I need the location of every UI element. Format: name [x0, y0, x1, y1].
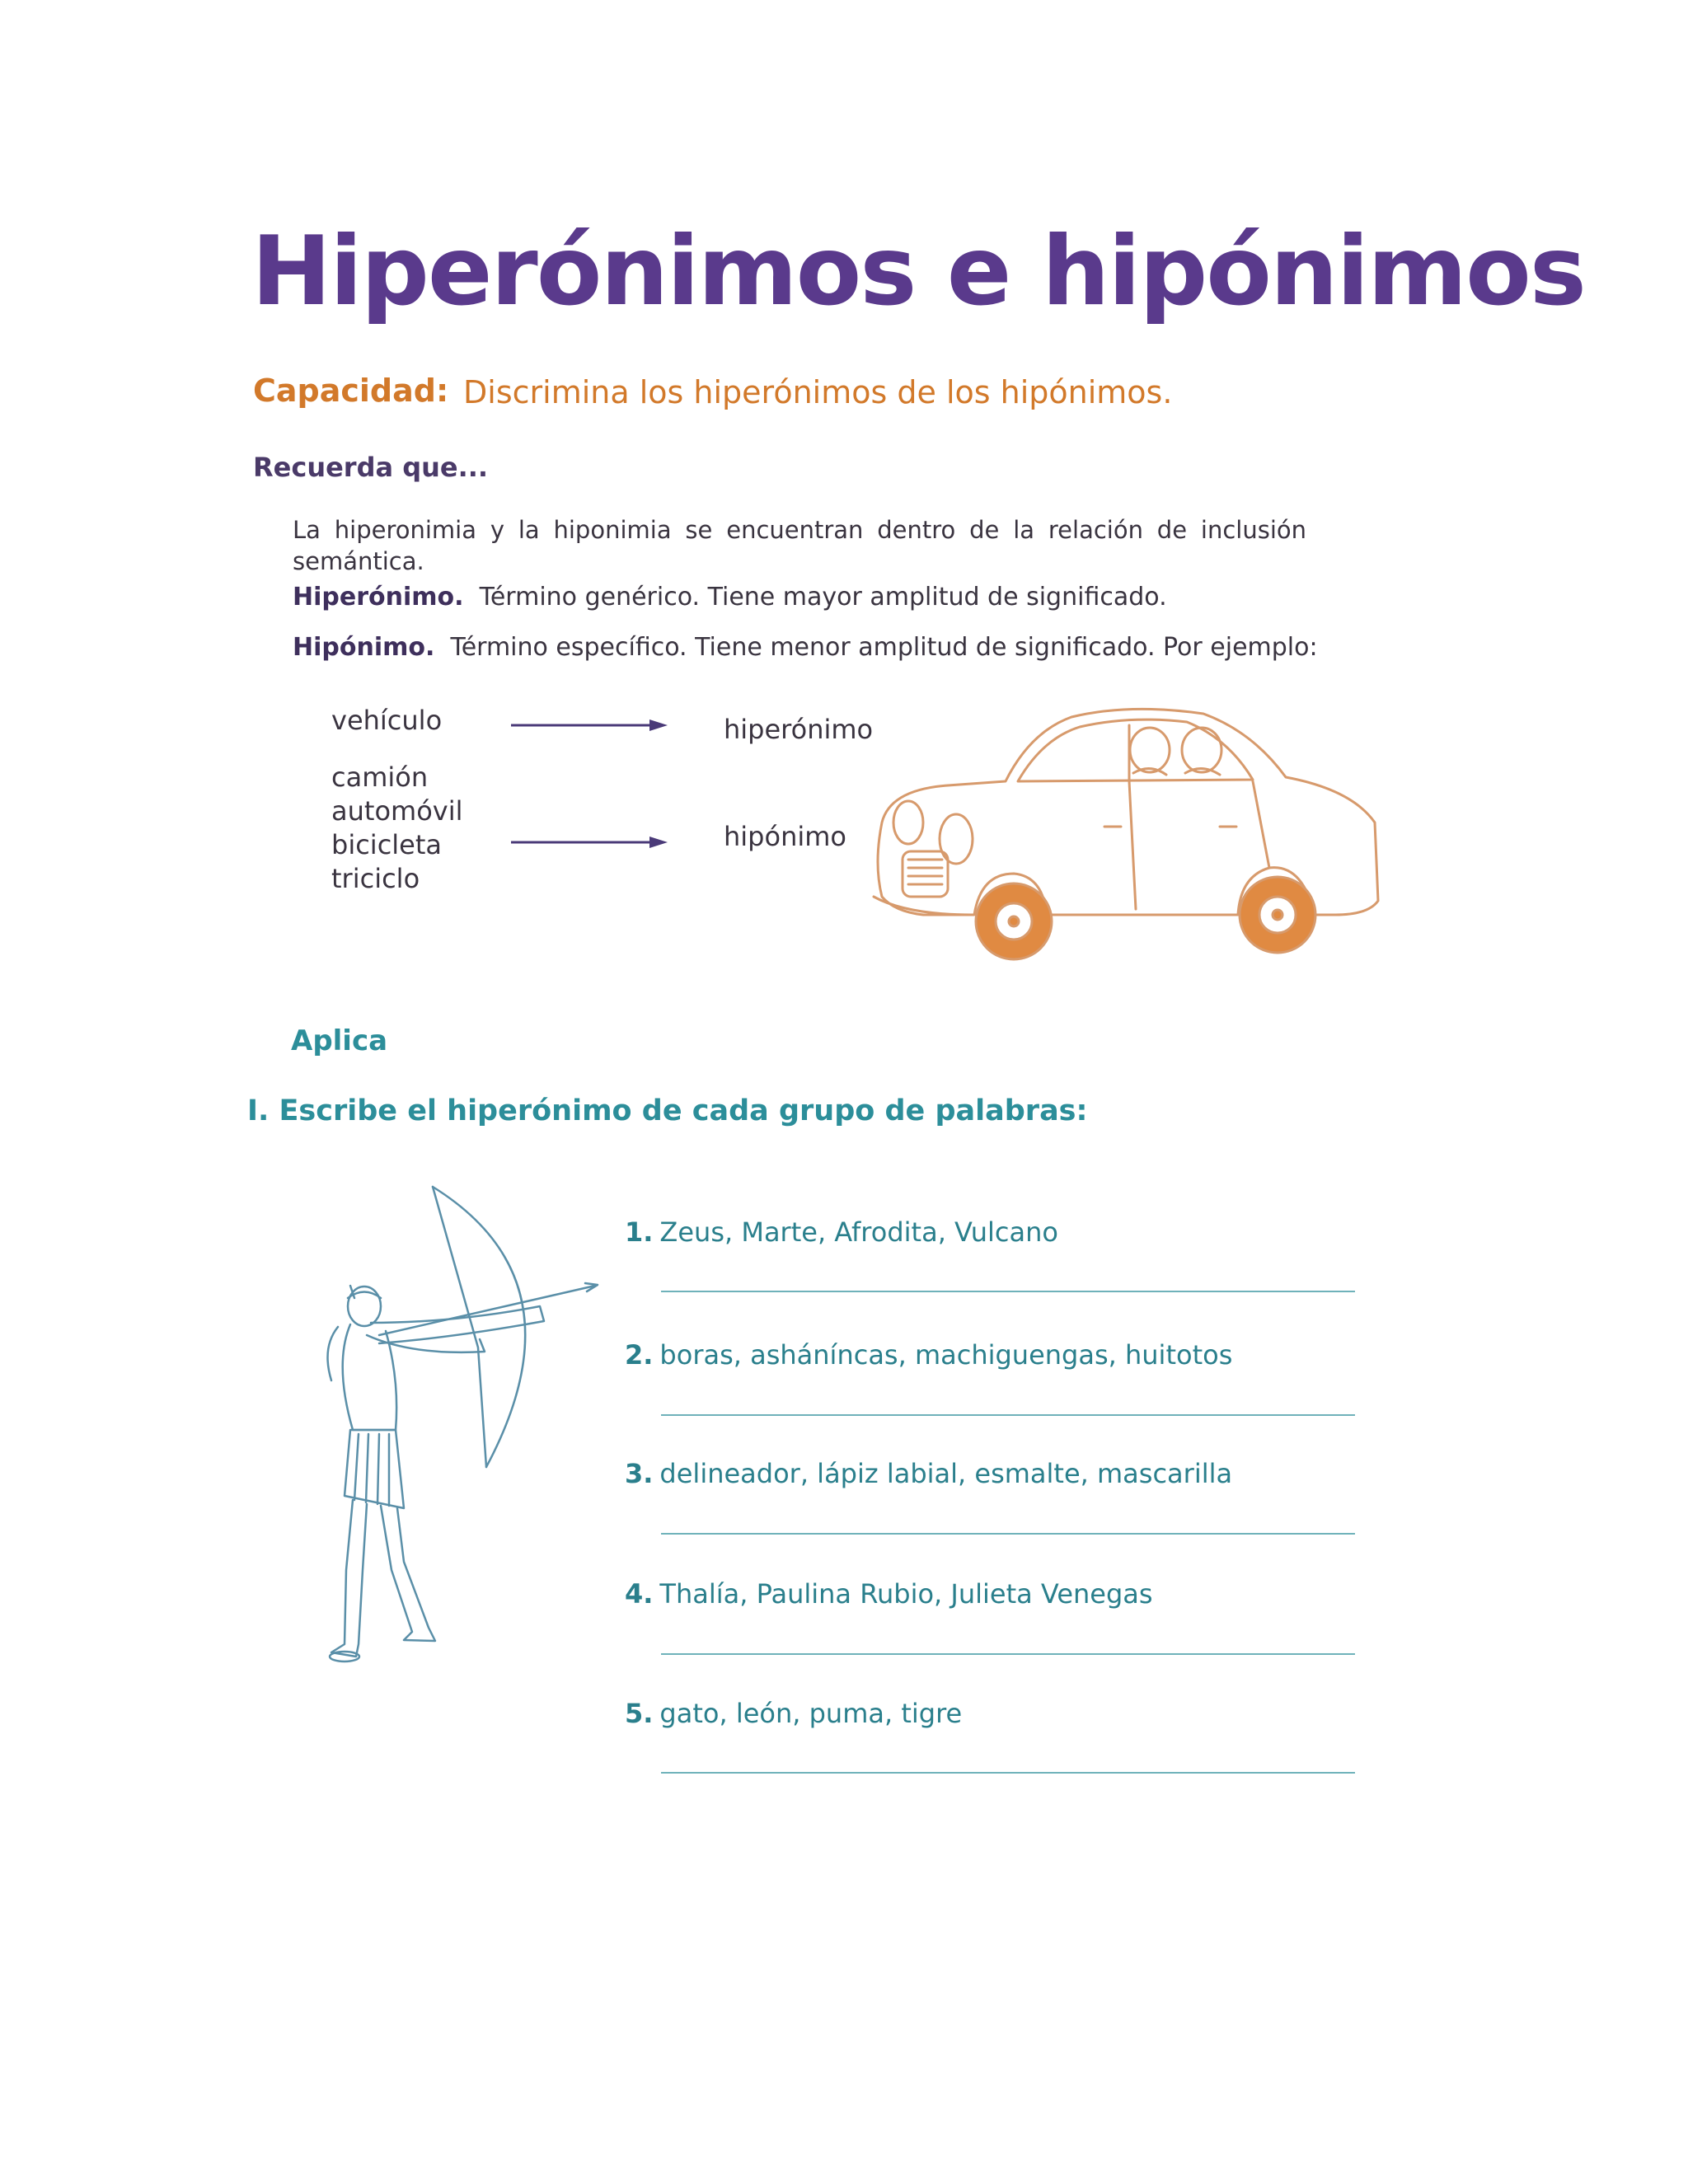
item-text: gato, león, puma, tigre [659, 1698, 963, 1729]
example-hyponym-label: hipónimo [724, 821, 846, 852]
capacidad-label: Capacidad: [253, 373, 449, 409]
item-number: 3. [625, 1458, 654, 1489]
page-title: Hiperónimos e hipónimos [251, 216, 1585, 327]
exercise-item [625, 1216, 1058, 1248]
item-number: 5. [625, 1698, 654, 1729]
archer-illustration [288, 1183, 602, 1669]
item-number: 4. [625, 1578, 654, 1610]
example-hyponym-word: bicicleta [331, 829, 443, 860]
definition-text: Término específico. Tiene menor amplitud de significado. Por ejemplo: [450, 633, 1318, 662]
definition-hiperonimo [293, 583, 1167, 612]
exercise-item [625, 1578, 1153, 1610]
exercise-item [625, 1458, 1232, 1489]
intro-paragraph: La hiperonimia y la hiponimia se encuentran dentro de la relación de inclusión semántica. [293, 516, 1306, 575]
example-hyponym-word: triciclo [331, 863, 420, 894]
definition-text: Término genérico. Tiene mayor amplitud de significado. [479, 583, 1167, 612]
example-hyponym-word: camión [331, 762, 429, 793]
item-number: 2. [625, 1339, 654, 1371]
answer-line-4[interactable] [661, 1653, 1355, 1655]
arrow-right-icon [511, 834, 668, 851]
recuerda-heading: Recuerda que... [253, 452, 489, 483]
item-text: boras, asháníncas, machiguengas, huitotos [659, 1339, 1233, 1371]
exercise-instruction: I. Escribe el hiperónimo de cada grupo de palabras: [247, 1094, 1088, 1127]
answer-line-2[interactable] [661, 1414, 1355, 1416]
item-text: Zeus, Marte, Afrodita, Vulcano [659, 1216, 1058, 1248]
definition-term: Hipónimo. [293, 633, 435, 662]
answer-line-1[interactable] [661, 1291, 1355, 1292]
answer-line-3[interactable] [661, 1533, 1355, 1535]
exercise-item [625, 1339, 1232, 1371]
arrow-right-icon [511, 717, 668, 733]
example-hyponym-word: automóvil [331, 795, 463, 827]
item-text: delineador, lápiz labial, esmalte, mascarilla [659, 1458, 1233, 1489]
capacidad-text: Discrimina los hiperónimos de los hipónimos. [463, 374, 1173, 410]
answer-line-5[interactable] [661, 1772, 1355, 1774]
exercise-item [625, 1698, 962, 1729]
example-hyperonym-label: hiperónimo [724, 714, 874, 745]
example-hyperonym-word: vehículo [331, 705, 443, 736]
item-text: Thalía, Paulina Rubio, Julieta Venegas [659, 1578, 1153, 1610]
definition-term: Hiperónimo. [293, 583, 464, 612]
car-illustration [857, 699, 1385, 979]
aplica-heading: Aplica [291, 1024, 388, 1057]
definition-hiponimo [293, 633, 1318, 662]
item-number: 1. [625, 1216, 654, 1248]
